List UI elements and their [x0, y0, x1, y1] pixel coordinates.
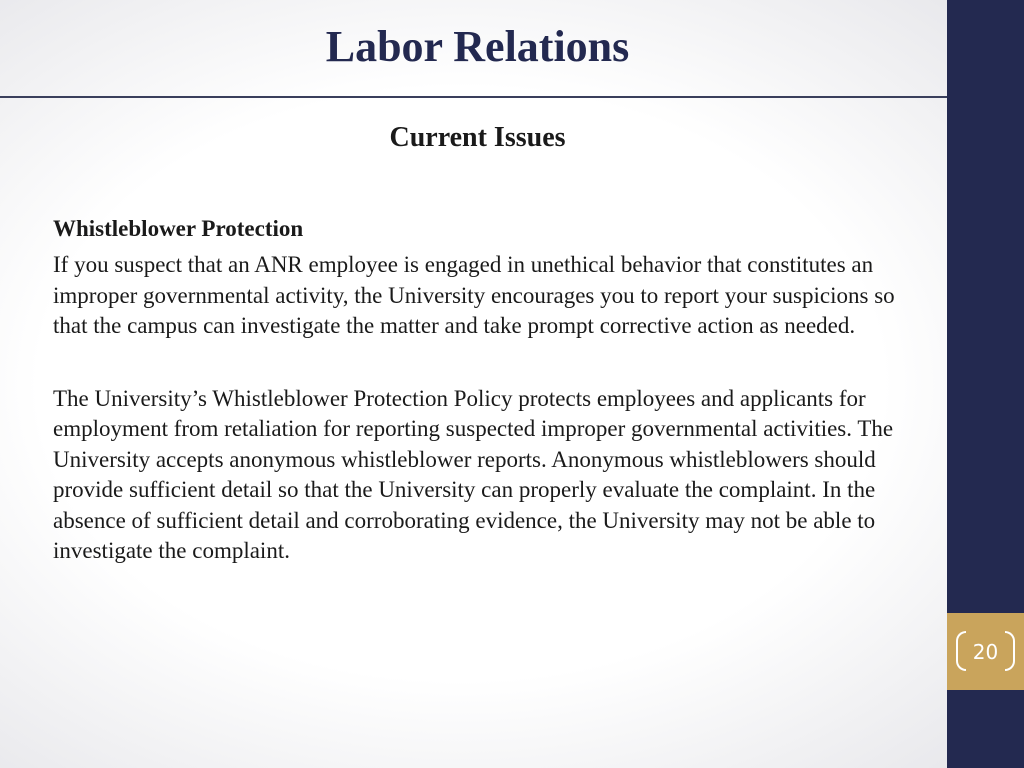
page-number: 20 — [972, 640, 999, 664]
slide-body — [53, 212, 923, 567]
body-paragraph-1: If you suspect that an ANR employee is engaged in unethical behavior that constitutes an improper governmental activity, the University encourages you to report your suspicions so that the campus can investigate the matter and take prompt corrective action as needed. — [53, 252, 895, 338]
slide-subtitle: Current Issues — [389, 122, 566, 153]
section-heading: Whistleblower Protection — [53, 216, 304, 241]
body-paragraph-2: The University’s Whistleblower Protection Policy protects employees and applicants for employment from retaliation for reporting suspected improper governmental activities. The University accepts anonymous whistleblower reports. Anonymous whistleblowers should provide sufficient detail so that the University can properly evaluate the complaint. In the absence of sufficient detail and corroborating evidence, the University may not be able to investigate the complaint. — [53, 385, 894, 563]
title-divider — [0, 96, 947, 98]
right-bracket-icon — [1005, 631, 1015, 671]
slide-title: Labor Relations — [325, 22, 630, 71]
page-number-badge — [947, 613, 1024, 690]
